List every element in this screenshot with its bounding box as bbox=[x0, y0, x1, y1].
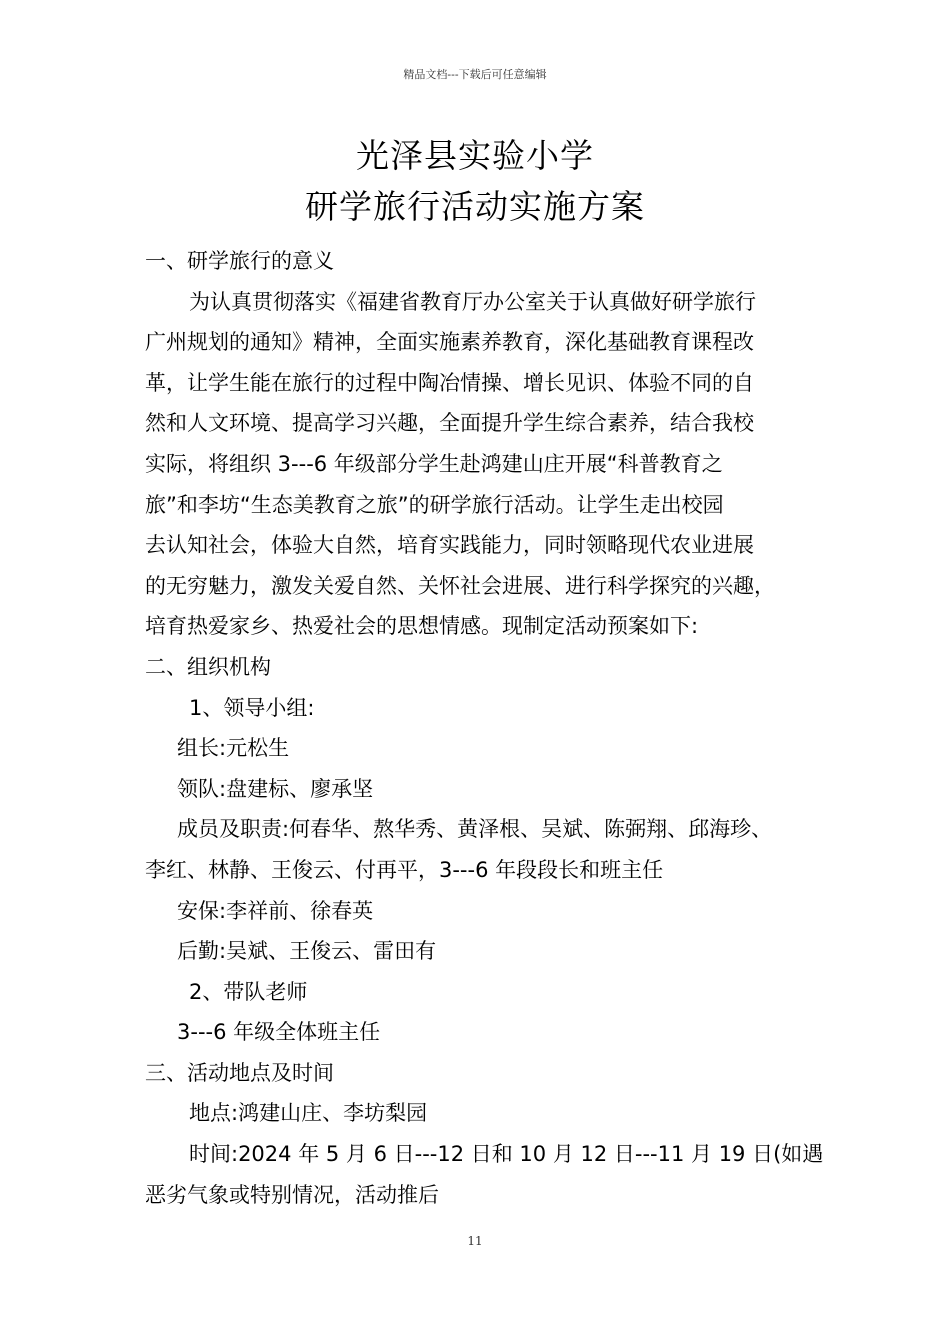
activity-time: 时间:2024 年 5 月 6 日---12 日和 10 月 12 日---11 月 19 日(如遇 bbox=[189, 1142, 824, 1167]
document-title-plan: 研学旅行活动实施方案 bbox=[305, 187, 645, 226]
group-leader: 组长:元松生 bbox=[177, 736, 290, 761]
document-title-school: 光泽县实验小学 bbox=[356, 136, 594, 175]
lead-teachers: 3---6 年级全体班主任 bbox=[177, 1020, 381, 1045]
members-line: 李红、林静、王俊云、付再平，3---6 年段段长和班主任 bbox=[145, 857, 664, 882]
section1-paragraph-line: 广州规划的通知》精神，全面实施素养教育，深化基础教育课程改 bbox=[145, 330, 754, 355]
document-body bbox=[145, 246, 825, 1220]
logistics-staff: 后勤:吴斌、王俊云、雷田有 bbox=[177, 939, 437, 964]
section2-heading: 二、组织机构 bbox=[145, 654, 271, 679]
leadership-group-subheading: 1、领导小组: bbox=[189, 695, 315, 720]
section1-paragraph-line: 去认知社会，体验大自然，培育实践能力，同时领略现代农业进展 bbox=[145, 533, 754, 558]
section1-paragraph-line: 实际，将组织 3---6 年级部分学生赴鸿建山庄开展“科普教育之 bbox=[145, 451, 723, 476]
section1-paragraph-line: 的无穷魅力，激发关爱自然、关怀社会进展、进行科学探究的兴趣， bbox=[145, 573, 775, 598]
lead-teachers-subheading: 2、带队老师 bbox=[189, 979, 308, 1004]
page-header: 精品文档---下载后可任意编辑 bbox=[403, 68, 547, 81]
team-leads: 领队:盘建标、廖承坚 bbox=[177, 776, 374, 801]
security-staff: 安保:李祥前、徐春英 bbox=[177, 898, 374, 923]
section1-paragraph-line: 旅”和李坊“生态美教育之旅”的研学旅行活动。让学生走出校园 bbox=[145, 492, 724, 517]
page-number: 11 bbox=[467, 1234, 483, 1248]
section1-paragraph-line: 为认真贯彻落实《福建省教育厅办公室关于认真做好研学旅行 bbox=[189, 289, 756, 314]
activity-place: 地点:鸿建山庄、李坊梨园 bbox=[189, 1101, 428, 1126]
section1-paragraph-line: 培育热爱家乡、热爱社会的思想情感。现制定活动预案如下: bbox=[145, 614, 699, 639]
section3-heading: 三、活动地点及时间 bbox=[145, 1060, 334, 1085]
section1-heading: 一、研学旅行的意义 bbox=[145, 249, 334, 273]
activity-time-continued: 恶劣气象或特别情况，活动推后 bbox=[145, 1182, 439, 1207]
section1-paragraph-line: 革，让学生能在旅行的过程中陶冶情操、增长见识、体验不同的自 bbox=[145, 370, 754, 395]
members-line: 成员及职责:何春华、熬华秀、黄泽根、吴斌、陈弼翔、邱海珍、 bbox=[177, 817, 773, 842]
section1-paragraph-line: 然和人文环境、提高学习兴趣，全面提升学生综合素养，结合我校 bbox=[145, 411, 754, 436]
